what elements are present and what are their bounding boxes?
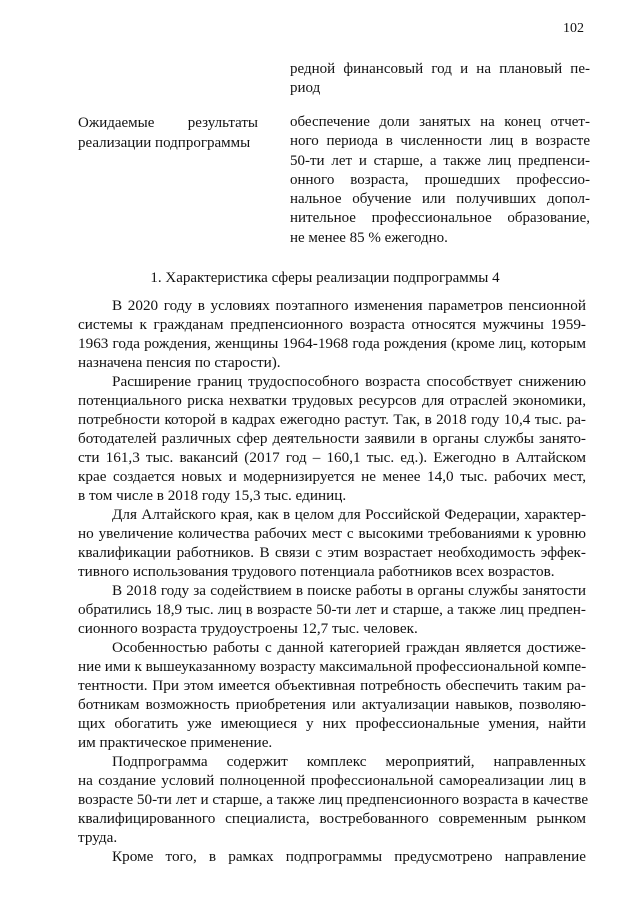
- text-line: но увеличение количества рабочих мест с высокими требованиями к уровню: [78, 525, 586, 542]
- text-line: 1963 года рождения, женщины 1964-1968 года рождения (кроме лиц, которым: [78, 335, 586, 352]
- table-row-expected-results: [78, 113, 590, 246]
- text-line: потенциального риска нехватки трудовых ресурсов для отраслей экономики,: [78, 392, 586, 409]
- text-line: возрасте 50-ти лет и старше, а также лиц предпенсионного возраста в качестве: [78, 791, 589, 808]
- paragraph: [78, 752, 589, 847]
- text-line: обеспечение доли занятых на конец отчет-: [290, 114, 590, 130]
- text-line: онного возраста, прошедших профессио-: [290, 171, 590, 188]
- text-line: нительное профессиональное образование,: [290, 210, 590, 227]
- text-line: на создание условий полноценной профессиональной самореализации лиц в: [78, 772, 586, 789]
- text-line: квалифицированного специалиста, востребованного современным рынком: [78, 810, 586, 827]
- text-line: потребности которой в кадрах ежегодно растут. Так, в 2018 году 10,4 тыс. ра-: [78, 411, 586, 428]
- text-line: назначена пенсия по старости).: [78, 354, 281, 371]
- text-line: тентности. При этом имеется объективная потребность обеспечить таким ра-: [78, 677, 586, 694]
- text-line: В 2020 году в условиях поэтапного изменения параметров пенсионной: [112, 297, 586, 314]
- text-line: 50-ти лет и старше, а также лиц предпенси-: [290, 152, 590, 169]
- text-line: Для Алтайского края, как в целом для Российской Федерации, характер-: [112, 506, 586, 523]
- table-value-continued: [290, 60, 590, 99]
- text-line: Ожидаемые результаты: [78, 115, 258, 131]
- text-line: Кроме того, в рамках подпрограммы предусмотрено направление: [112, 848, 586, 865]
- paragraph: [78, 847, 586, 866]
- text-line: редной финансовый год и на плановый пе-: [290, 61, 590, 77]
- text-line: щих обогатить уже имеющиеся у них профессиональные умения, найти: [78, 715, 586, 732]
- text-line: в том числе в 2018 году 15,3 тыс. единиц.: [78, 487, 347, 504]
- body-text: [78, 296, 589, 866]
- paragraph: [78, 296, 586, 372]
- text-line: Особенностью работы с данной категорией граждан является достиже-: [112, 639, 586, 656]
- text-line: квалификации работников. В связи с этим возрастает необходимость эффек-: [78, 544, 586, 561]
- text-line: сти 161,3 тыс. вакансий (2017 год – 160,1 тыс. ед.). Ежегодно в Алтайском: [78, 449, 586, 466]
- paragraph: [78, 372, 586, 505]
- text-line: не менее 85 % ежегодно.: [290, 229, 448, 246]
- text-line: системы к гражданам предпенсионного возраста относятся мужчины 1959-: [78, 316, 586, 333]
- paragraph: [78, 581, 586, 638]
- text-line: В 2018 году за содействием в поиске работы в органы службы занятости: [112, 582, 586, 599]
- paragraph: [78, 505, 586, 581]
- text-line: Подпрограмма содержит комплекс мероприятий, направленных: [112, 753, 586, 770]
- text-line: ботодателей различных сфер деятельности заявили в органы службы занято-: [78, 430, 586, 447]
- text-line: труда.: [78, 829, 118, 846]
- text-line: реализации подпрограммы: [78, 135, 251, 151]
- text-line: Расширение границ трудоспособного возраста способствует снижению: [112, 373, 586, 390]
- text-line: ние ими к вышеуказанному возрасту максимальной профессиональной компе-: [78, 658, 587, 675]
- text-line: ботникам возможность приобретения или актуализации навыков, позволяю-: [78, 696, 586, 713]
- text-line: риод: [290, 80, 321, 97]
- page-number: 102: [563, 21, 584, 36]
- section-title: 1. Характеристика сферы реализации подпрограммы 4: [150, 270, 500, 286]
- table-label-expected-results: [78, 113, 258, 153]
- text-line: нальное обучение или получивших допол-: [290, 191, 590, 208]
- text-line: сионного возраста трудоустроены 12,7 тыс. человек.: [78, 620, 418, 637]
- text-line: им практическое применение.: [78, 734, 273, 751]
- text-line: обратились 18,9 тыс. лиц в возрасте 50-ти лет и старше, а также лиц предпен-: [78, 601, 586, 618]
- text-line: ного периода в численности лиц в возрасте: [290, 133, 590, 150]
- table-value-expected-results: [290, 113, 590, 248]
- text-line: тивного использования трудового потенциала работников всех возрастов.: [78, 563, 555, 580]
- text-line: крае создается новых и модернизируется не менее 14,0 тыс. рабочих мест,: [78, 468, 586, 485]
- paragraph: [78, 638, 586, 752]
